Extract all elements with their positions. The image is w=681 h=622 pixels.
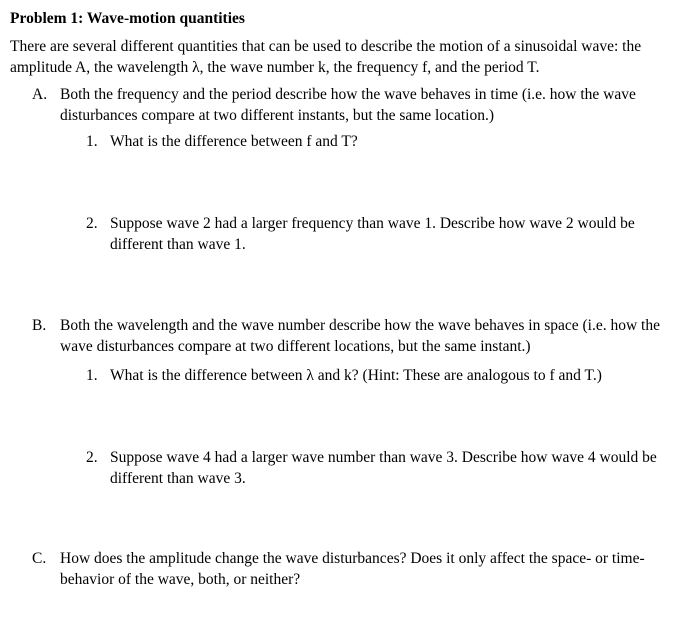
problem-intro: There are several different quantities that can be used to describe the motion of a sinusoidal wave: the amplitude A, the wavelength λ, the wave number k, the frequency f, and the period T.	[10, 38, 642, 76]
question-b2-marker: 2.	[86, 449, 98, 466]
section-a-text: Both the frequency and the period describe how the wave behaves in time (i.e. how the wave disturbances compare at two different instants, but the same location.)	[60, 86, 636, 124]
question-b1-text: What is the difference between λ and k? (Hint: These are analogous to f and T.)	[110, 367, 602, 384]
question-a2-marker: 2.	[86, 215, 98, 232]
section-b-text: Both the wavelength and the wave number describe how the wave behaves in space (i.e. how the wave disturbances compare at two different locations, but the same instant.)	[60, 317, 660, 355]
question-a2-text: Suppose wave 2 had a larger frequency than wave 1. Describe how wave 2 would be different than wave 1.	[110, 215, 635, 253]
section-a-marker: A.	[32, 86, 48, 103]
question-b2-text: Suppose wave 4 had a larger wave number than wave 3. Describe how wave 4 would be different than wave 3.	[110, 449, 657, 487]
question-a1-marker: 1.	[86, 133, 98, 150]
section-c-text: How does the amplitude change the wave disturbances? Does it only affect the space- or time-behavior of the wave, both, or neither?	[60, 550, 645, 588]
question-a1-text: What is the difference between f and T?	[110, 133, 358, 150]
problem-title: Problem 1: Wave-motion quantities	[10, 10, 245, 27]
section-c-marker: C.	[32, 550, 47, 567]
question-b1-marker: 1.	[86, 367, 98, 384]
section-b-marker: B.	[32, 317, 47, 334]
